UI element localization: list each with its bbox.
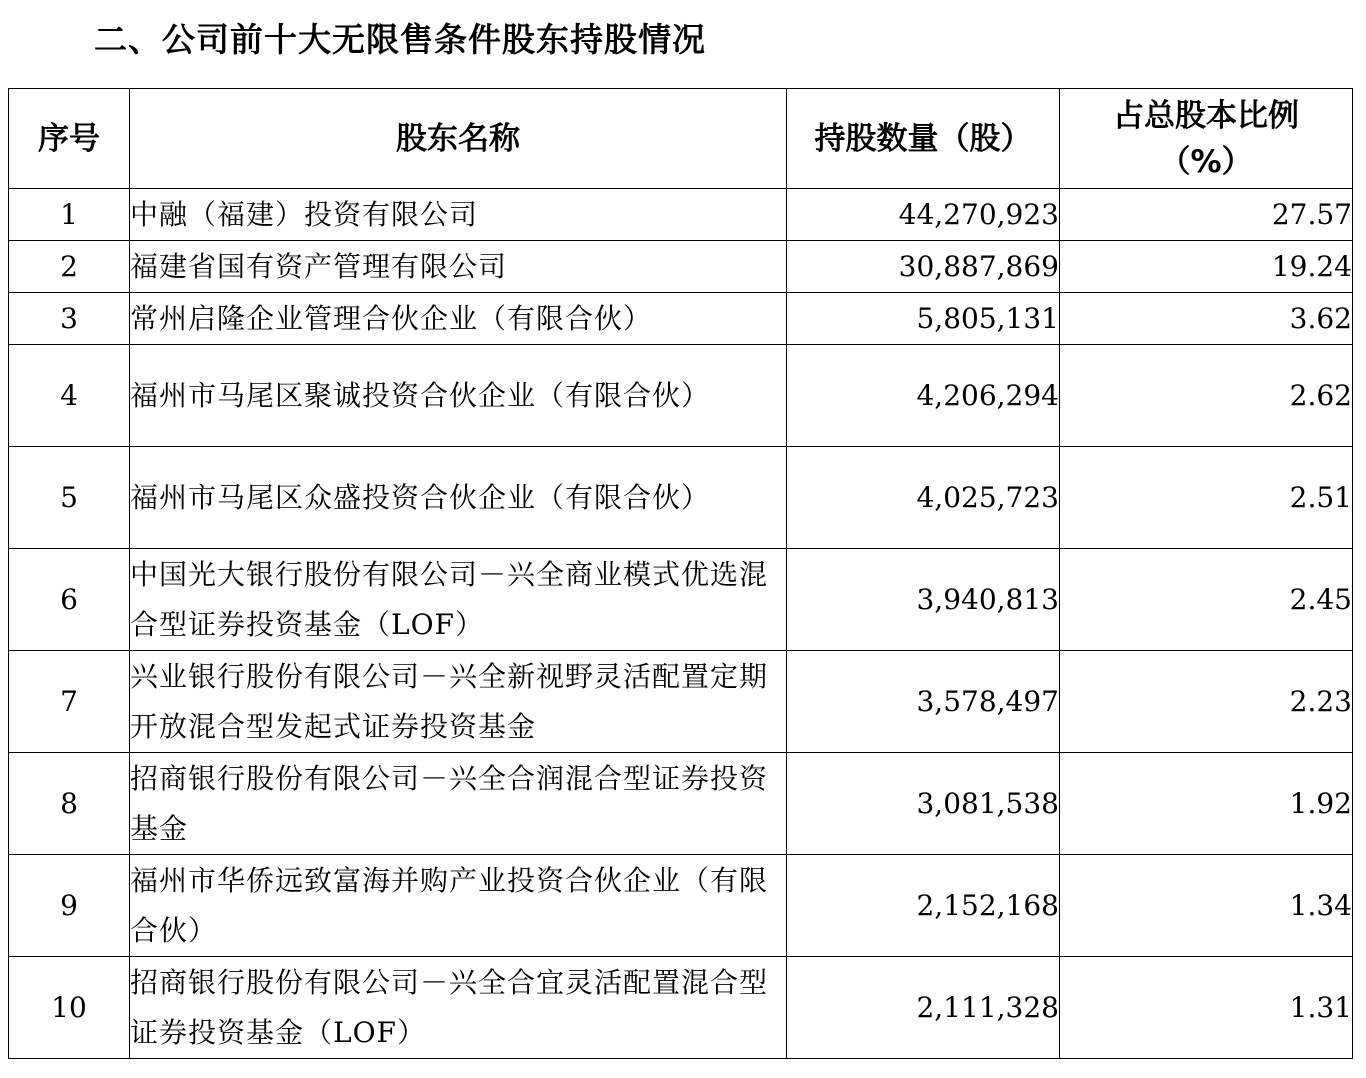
row-holder-name: 招商银行股份有限公司－兴全合润混合型证券投资基金 [130,753,787,855]
row-holder-name: 福州市马尾区聚诚投资合伙企业（有限合伙） [130,345,787,447]
row-shares: 5,805,131 [787,293,1060,345]
row-ratio: 2.23 [1060,651,1353,753]
row-holder-name: 中融（福建）投资有限公司 [130,189,787,241]
table-row [9,549,1353,651]
row-index: 2 [9,241,130,293]
row-holder-name: 中国光大银行股份有限公司－兴全商业模式优选混合型证券投资基金（LOF） [130,549,787,651]
row-index: 1 [9,189,130,241]
header-name: 股东名称 [130,89,787,189]
header-ratio-line2: （%） [1159,143,1253,180]
row-ratio: 1.31 [1060,957,1353,1059]
table-row [9,957,1353,1059]
row-index: 8 [9,753,130,855]
table-row [9,855,1353,957]
row-index: 10 [9,957,130,1059]
row-index: 4 [9,345,130,447]
row-index: 3 [9,293,130,345]
section-title: 二、公司前十大无限售条件股东持股情况 [94,20,706,59]
row-holder-name: 招商银行股份有限公司－兴全合宜灵活配置混合型证券投资基金（LOF） [130,957,787,1059]
shareholders-table [8,88,1353,1059]
row-holder-name: 福州市华侨远致富海并购产业投资合伙企业（有限合伙） [130,855,787,957]
row-shares: 30,887,869 [787,241,1060,293]
table-row [9,651,1353,753]
row-holder-name: 福建省国有资产管理有限公司 [130,241,787,293]
row-shares: 4,206,294 [787,345,1060,447]
row-ratio: 2.45 [1060,549,1353,651]
table-row [9,753,1353,855]
row-ratio: 2.62 [1060,345,1353,447]
header-ratio [1060,89,1353,189]
row-index: 5 [9,447,130,549]
header-index: 序号 [9,89,130,189]
table-row [9,345,1353,447]
row-index: 6 [9,549,130,651]
row-index: 7 [9,651,130,753]
row-shares: 44,270,923 [787,189,1060,241]
row-shares: 2,111,328 [787,957,1060,1059]
row-shares: 3,578,497 [787,651,1060,753]
row-shares: 3,940,813 [787,549,1060,651]
table-header-row [9,89,1353,189]
row-shares: 3,081,538 [787,753,1060,855]
row-shares: 4,025,723 [787,447,1060,549]
row-shares: 2,152,168 [787,855,1060,957]
row-holder-name: 常州启隆企业管理合伙企业（有限合伙） [130,293,787,345]
header-shares: 持股数量（股） [787,89,1060,189]
row-holder-name: 兴业银行股份有限公司－兴全新视野灵活配置定期开放混合型发起式证券投资基金 [130,651,787,753]
row-ratio: 19.24 [1060,241,1353,293]
row-index: 9 [9,855,130,957]
table-row [9,189,1353,241]
row-ratio: 1.92 [1060,753,1353,855]
table-row [9,447,1353,549]
table-row [9,241,1353,293]
row-ratio: 27.57 [1060,189,1353,241]
header-ratio-line1: 占总股本比例 [1113,97,1299,134]
row-holder-name: 福州市马尾区众盛投资合伙企业（有限合伙） [130,447,787,549]
row-ratio: 2.51 [1060,447,1353,549]
row-ratio: 3.62 [1060,293,1353,345]
row-ratio: 1.34 [1060,855,1353,957]
table-row [9,293,1353,345]
